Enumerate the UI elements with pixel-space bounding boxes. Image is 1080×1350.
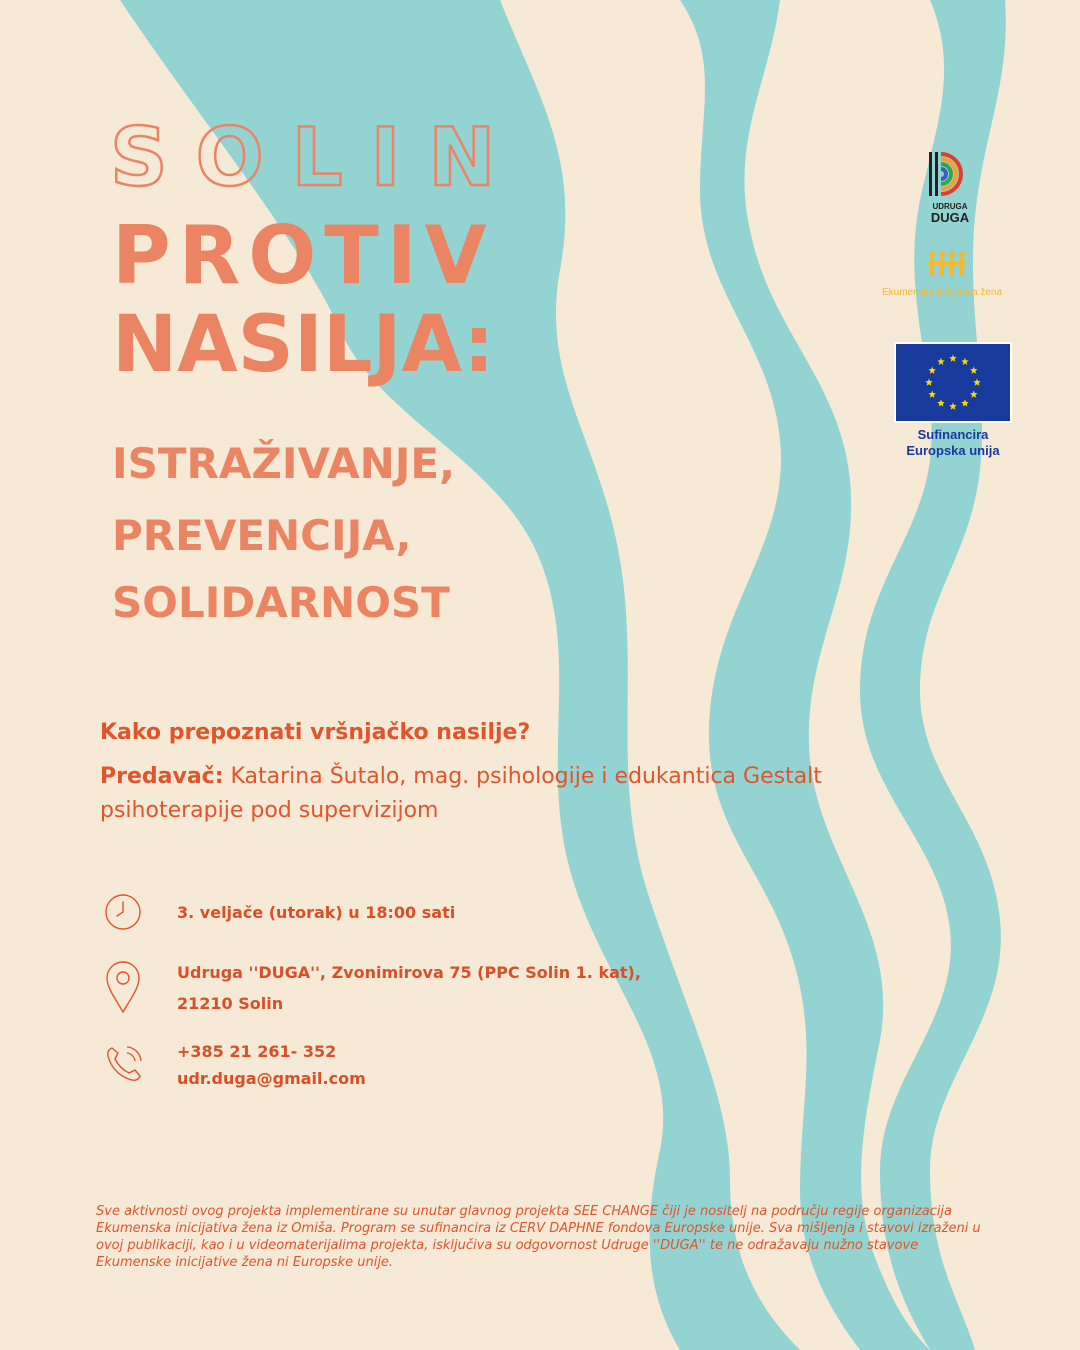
footer-disclaimer: Sve aktivnosti ovog projekta implementirane su unutar glavnog projekta SEE CHANGE čiji je nositelj na području regije organizacija Ekumenska inicijativa žena iz Omiša. Program se sufinancira iz CERV DAPHNE fondova Europske unije. Sva mišljenja i stavovi izraženi u ovoj publikaciji, kao i u videomaterijalima projekta, isključiva su odgovornost Udruge ''DUGA'' te ne odražavaju nužno stavove Ekumenske inicijative žena ni Europske unije. — [96, 1204, 981, 1270]
eu-stars-icon — [896, 344, 1010, 421]
title-nasilja: NASILJA: — [112, 300, 495, 390]
event-address — [177, 957, 641, 1019]
event-date: 3. veljače (utorak) u 18:00 sati — [177, 903, 456, 922]
clock-icon — [104, 893, 142, 931]
address-line-2: 21210 Solin — [177, 994, 284, 1013]
address-line-1: Udruga ''DUGA'', Zvonimirova 75 (PPC Solin 1. kat), — [177, 963, 641, 982]
location-pin-icon — [105, 960, 141, 1014]
lecturer-label: Predavač: — [100, 764, 224, 789]
contact-email: udr.duga@gmail.com — [177, 1069, 366, 1088]
eu-star — [973, 379, 981, 386]
phone-icon — [104, 1044, 144, 1084]
duga-rainbow-icon — [925, 150, 975, 198]
eu-text-line-2: Europska unija — [906, 443, 1000, 458]
eu-star — [970, 367, 978, 374]
lecturer-info — [100, 760, 890, 828]
duga-logo-top: UDRUGA — [932, 202, 968, 211]
eu-star — [970, 391, 978, 398]
title-solin: SOLIN — [110, 111, 524, 204]
subtitle-istrazivanje: ISTRAŽIVANJE, — [112, 439, 456, 488]
eu-star — [937, 399, 945, 406]
eu-star — [949, 355, 957, 362]
eu-star — [925, 379, 933, 386]
eu-star — [961, 399, 969, 406]
ekumenska-people-icon — [926, 250, 968, 280]
title-protiv: PROTIV — [112, 209, 495, 302]
duga-logo-bottom: DUGA — [930, 210, 970, 225]
eu-cofunding-text — [880, 427, 1026, 459]
eu-star — [928, 391, 936, 398]
eu-text-line-1: Sufinancira — [917, 427, 989, 442]
subtitle-solidarnost: SOLIDARNOST — [112, 578, 450, 627]
contact-phone: +385 21 261- 352 — [177, 1042, 337, 1061]
eu-star — [949, 403, 957, 410]
eu-star — [961, 358, 969, 365]
contact-info — [177, 1038, 366, 1092]
eu-star — [928, 367, 936, 374]
duga-logo — [925, 150, 975, 225]
eu-star — [937, 358, 945, 365]
subtitle-prevencija: PREVENCIJA, — [112, 511, 412, 560]
eu-flag — [894, 342, 1012, 423]
lecturer-name: Katarina Šutalo, mag. psihologije i edukantica Gestalt psihoterapije pod supervizijom — [100, 764, 822, 823]
ekumenska-logo-text: Ekumenska inicijativa žena — [882, 287, 1003, 298]
lecture-question: Kako prepoznati vršnjačko nasilje? — [100, 720, 531, 745]
